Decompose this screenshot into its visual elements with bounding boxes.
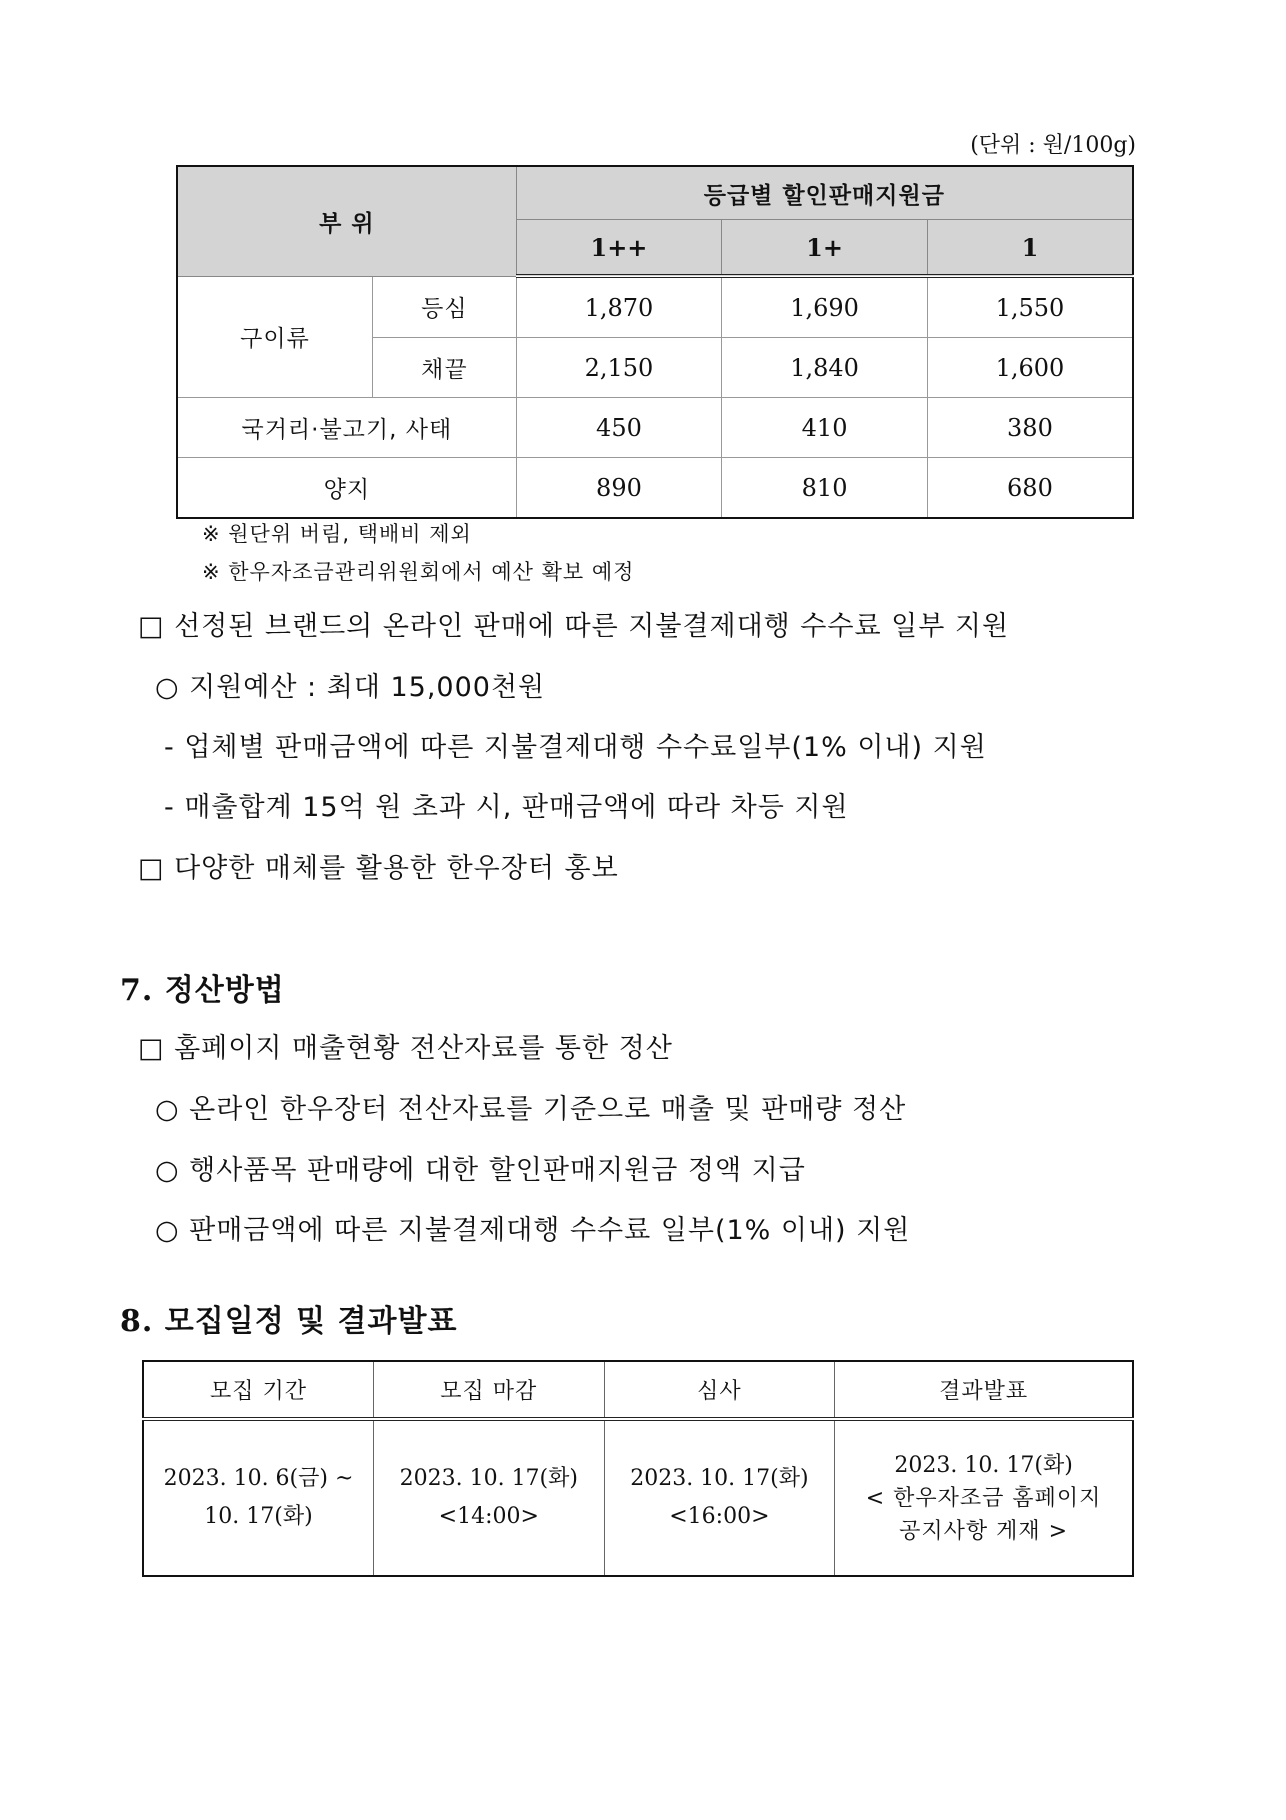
- footnote: ※ 원단위 버림, 택배비 제외: [202, 522, 472, 546]
- schedule-header: 결과발표: [835, 1361, 1133, 1419]
- price-cell: 680: [927, 458, 1133, 519]
- header-grade-group: 등급별 할인판매지원금: [516, 166, 1133, 220]
- schedule-cell-line: < 한우자조금 홈페이지: [865, 1485, 1102, 1511]
- schedule-cell: [604, 1419, 835, 1576]
- price-cell: 410: [722, 398, 928, 458]
- price-cell: 1,840: [722, 338, 928, 398]
- unit-note: (단위 : 원/100g): [970, 133, 1136, 158]
- schedule-header: 심사: [604, 1361, 835, 1419]
- checkbox-item: [138, 604, 1009, 643]
- line-text: □ 다양한 매체를 활용한 한우장터 홍보: [138, 853, 619, 884]
- schedule-cell: [835, 1419, 1133, 1576]
- line-text: ○ 판매금액에 따른 지불결제대행 수수료 일부(1% 이내) 지원: [155, 1215, 911, 1246]
- price-cell: 380: [927, 398, 1133, 458]
- schedule-cell-line: 2023. 10. 17(화): [630, 1466, 809, 1491]
- price-cell: 810: [722, 458, 928, 519]
- line-text: □ 홈페이지 매출현황 전산자료를 통한 정산: [138, 1033, 673, 1064]
- dash-item: [164, 785, 849, 824]
- schedule-cell: [374, 1419, 605, 1576]
- schedule-cell-line: 2023. 10. 17(화): [894, 1452, 1073, 1478]
- price-cell: 1,690: [722, 276, 928, 338]
- circle-item: [155, 1087, 906, 1126]
- schedule-cell-line: 10. 17(화): [204, 1504, 313, 1529]
- schedule-header: 모집 마감: [374, 1361, 605, 1419]
- schedule-cell-line: 공지사항 게재 >: [899, 1518, 1069, 1544]
- line-text: □ 선정된 브랜드의 온라인 판매에 따른 지불결제대행 수수료 일부 지원: [138, 611, 1010, 642]
- dash-item: [164, 725, 987, 764]
- price-cell: 450: [516, 398, 722, 458]
- schedule-cell-line: <16:00>: [669, 1504, 770, 1529]
- table-row: [143, 1419, 1133, 1576]
- line-text: - 업체별 판매금액에 따른 지불결제대행 수수료일부(1% 이내) 지원: [164, 732, 987, 763]
- price-cell: 1,870: [516, 276, 722, 338]
- header-grade: 1+: [722, 220, 928, 277]
- circle-item: [155, 665, 545, 704]
- line-text: - 매출합계 15억 원 초과 시, 판매금액에 따라 차등 지원: [164, 792, 849, 823]
- section-heading: 8. 모집일정 및 결과발표: [120, 1304, 458, 1339]
- price-cell: 890: [516, 458, 722, 519]
- price-table: [176, 165, 1134, 519]
- schedule-cell-line: 2023. 10. 17(화): [399, 1466, 578, 1491]
- row-part-label: 채끝: [373, 338, 517, 398]
- row-part-label: 등심: [373, 276, 517, 338]
- table-row: [177, 458, 1133, 519]
- row-part-label: 국거리·불고기, 사태: [177, 398, 516, 458]
- price-cell: 2,150: [516, 338, 722, 398]
- section-heading: 7. 정산방법: [120, 973, 285, 1008]
- price-cell: 1,550: [927, 276, 1133, 338]
- price-cell: 1,600: [927, 338, 1133, 398]
- schedule-cell-line: <14:00>: [438, 1504, 539, 1529]
- schedule-table: [142, 1360, 1134, 1577]
- header-grade: 1: [927, 220, 1133, 277]
- row-part-label: 양지: [177, 458, 516, 519]
- schedule-header: 모집 기간: [143, 1361, 374, 1419]
- header-grade: 1++: [516, 220, 722, 277]
- circle-item: [155, 1148, 806, 1187]
- line-text: ○ 행사품목 판매량에 대한 할인판매지원금 정액 지급: [155, 1155, 806, 1186]
- table-row: [177, 398, 1133, 458]
- checkbox-item: [138, 1026, 673, 1065]
- footnote: ※ 한우자조금관리위원회에서 예산 확보 예정: [202, 560, 635, 584]
- schedule-cell-line: 2023. 10. 6(금) ~: [163, 1466, 354, 1491]
- line-text: ○ 지원예산 : 최대 15,000천원: [155, 672, 546, 703]
- table-row: [177, 276, 1133, 338]
- row-group-label: 구이류: [177, 276, 373, 398]
- circle-item: [155, 1208, 910, 1247]
- checkbox-item: [138, 846, 619, 885]
- header-part: 부 위: [177, 166, 516, 276]
- schedule-cell: [143, 1419, 374, 1576]
- line-text: ○ 온라인 한우장터 전산자료를 기준으로 매출 및 판매량 정산: [155, 1094, 907, 1125]
